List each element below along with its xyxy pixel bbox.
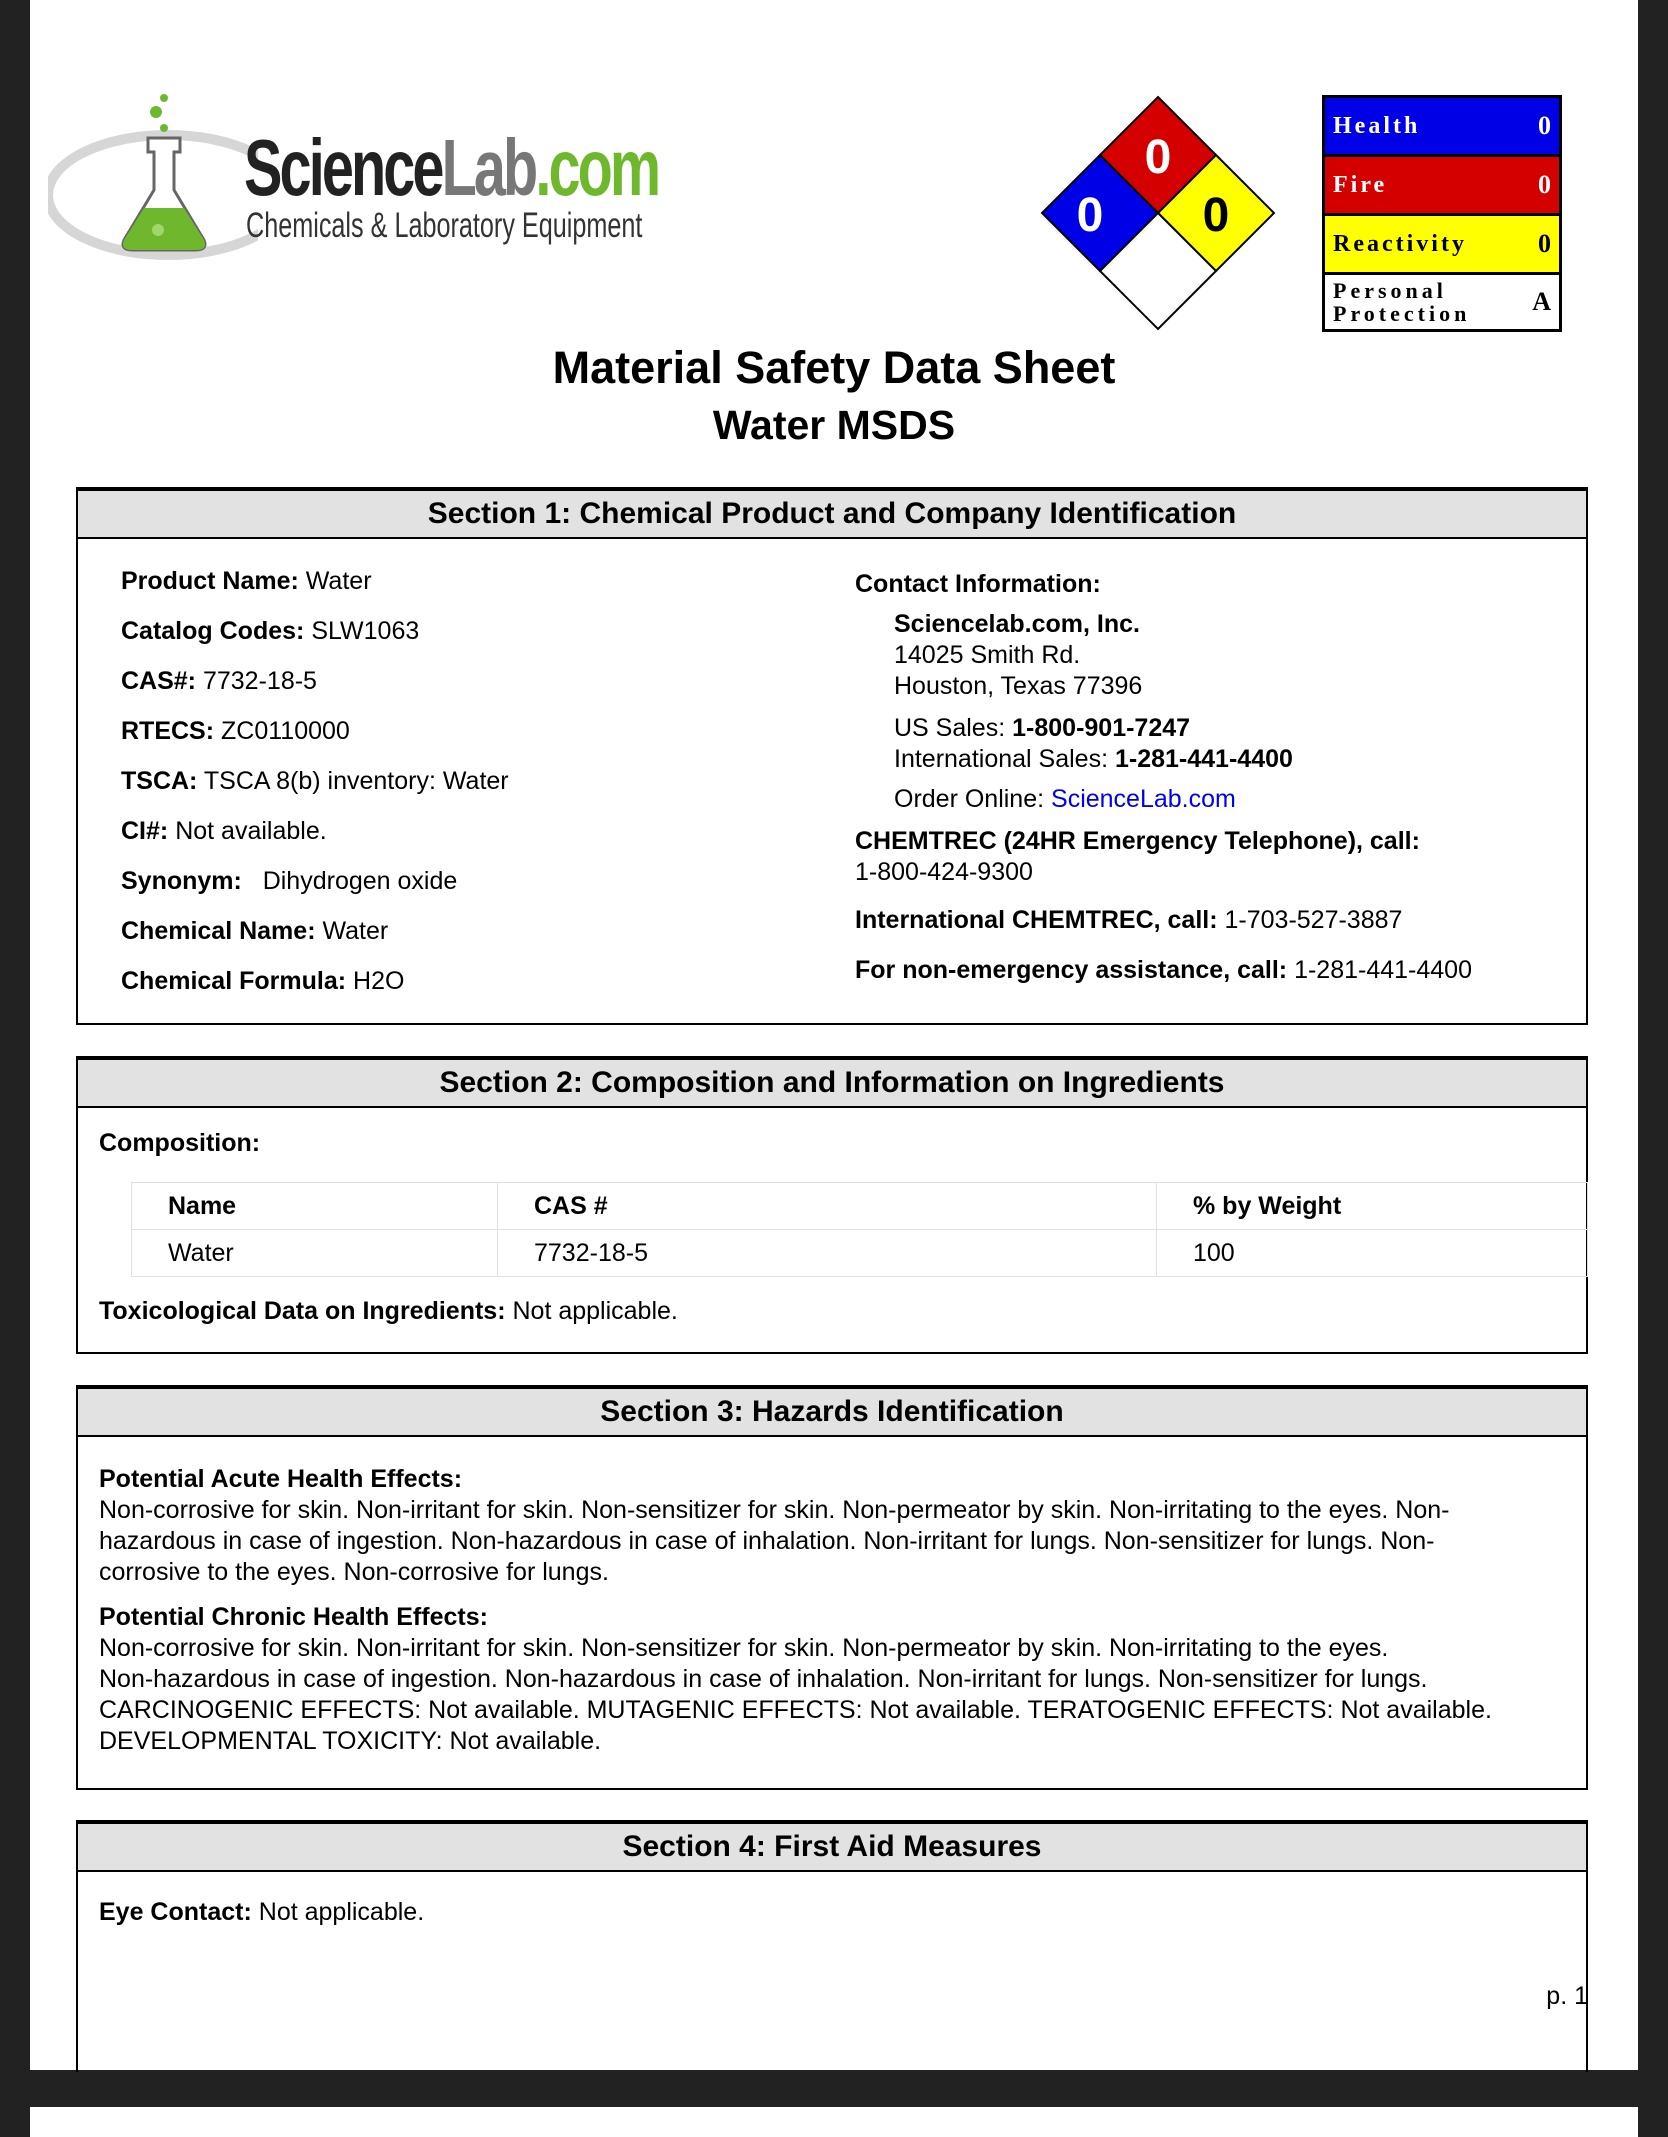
non-emergency-assistance: For non-emergency assistance, call: 1-281-441-4400: [855, 956, 1472, 984]
acute-effects-line: corrosive to the eyes. Non-corrosive for lungs.: [99, 1558, 609, 1586]
hazard-value: A: [1532, 287, 1551, 316]
section-1-heading: Section 1: Chemical Product and Company Identification: [78, 491, 1586, 539]
international-chemtrec: International CHEMTREC, call: 1-703-527-3887: [855, 906, 1403, 934]
hazard-label: Fire: [1333, 171, 1388, 198]
section-4: [76, 1820, 1588, 2072]
sciencelab-link[interactable]: ScienceLab.com: [1051, 785, 1236, 813]
flask-icon: [48, 90, 258, 265]
address-line-2: Houston, Texas 77396: [894, 672, 1143, 700]
nfpa-health-value: 0: [1076, 189, 1104, 242]
section-3-heading: Section 3: Hazards Identification: [78, 1389, 1586, 1437]
hazard-label: Reactivity: [1333, 230, 1467, 257]
hazard-row-reactivity: [1325, 213, 1559, 272]
address-line-1: 14025 Smith Rd.: [894, 641, 1081, 669]
nfpa-reactivity-value: 0: [1202, 189, 1230, 242]
document-title: Material Safety Data Sheet: [552, 342, 1116, 393]
table-cell: 7732-18-5: [498, 1230, 1157, 1277]
composition-table: [131, 1182, 1588, 1277]
logo-wordmark: ScienceLab.com: [244, 123, 659, 212]
hazard-value: 0: [1538, 229, 1551, 258]
hazard-label: Personal Protection: [1333, 278, 1471, 326]
product-field: Product Name: Water: [121, 567, 372, 595]
chronic-effects-line: Non-hazardous in case of ingestion. Non-hazardous in case of inhalation. Non-irritant for lungs. Non-sensitizer for lungs.: [99, 1665, 1428, 1693]
acute-effects-line: hazardous in case of ingestion. Non-hazardous in case of inhalation. Non-irritant for lungs. Non-sensitizer for lungs. Non-: [99, 1527, 1435, 1555]
contact-block: [855, 569, 1472, 986]
section-4-heading: Section 4: First Aid Measures: [78, 1824, 1586, 1872]
acute-effects-line: Non-corrosive for skin. Non-irritant for skin. Non-sensitizer for skin. Non-permeator by skin. Non-irritating to the eyes. Non-: [99, 1496, 1450, 1524]
chronic-effects-line: Non-corrosive for skin. Non-irritant for skin. Non-sensitizer for skin. Non-permeator by skin. Non-irritating to the eyes.: [99, 1634, 1389, 1662]
hazard-row-health: [1325, 98, 1559, 154]
next-page-edge: [30, 2107, 1638, 2137]
table-header-row: [132, 1183, 1588, 1230]
chemtrec-label: CHEMTREC (24HR Emergency Telephone), call:: [855, 827, 1420, 855]
sciencelab-logo: [48, 90, 659, 265]
chronic-effects-line: DEVELOPMENTAL TOXICITY: Not available.: [99, 1727, 602, 1755]
section-2-heading: Section 2: Composition and Information on Ingredients: [78, 1060, 1586, 1108]
product-field: Chemical Formula: H2O: [121, 967, 405, 995]
contact-label: Contact Information:: [855, 570, 1101, 598]
table-cell: 100: [1157, 1230, 1588, 1277]
product-field: Synonym: Dihydrogen oxide: [121, 867, 458, 895]
hazards-body: [99, 1464, 1492, 1757]
composition-label: Composition:: [99, 1129, 261, 1157]
table-cell: Water: [132, 1230, 498, 1277]
hazard-rating-box: [1322, 95, 1562, 332]
product-field: RTECS: ZC0110000: [121, 717, 350, 745]
toxicological-data: Toxicological Data on Ingredients: Not applicable.: [99, 1297, 678, 1325]
chronic-effects-line: CARCINOGENIC EFFECTS: Not available. MUTAGENIC EFFECTS: Not available. TERATOGENIC EFFECTS: Not available.: [99, 1696, 1492, 1724]
product-field: TSCA: TSCA 8(b) inventory: Water: [121, 767, 509, 795]
document-subtitle: Water MSDS: [712, 402, 956, 448]
company-name: Sciencelab.com, Inc.: [894, 610, 1140, 638]
chronic-effects-label: Potential Chronic Health Effects:: [99, 1603, 488, 1631]
us-sales: US Sales: 1-800-901-7247: [894, 714, 1191, 742]
chemtrec-phone: 1-800-424-9300: [855, 858, 1033, 886]
product-field: CAS#: 7732-18-5: [121, 667, 317, 695]
section-3: [76, 1385, 1588, 1790]
product-field: Catalog Codes: SLW1063: [121, 617, 420, 645]
hazard-value: 0: [1538, 111, 1551, 140]
table-header: Name: [132, 1183, 498, 1230]
nfpa-flammability-value: 0: [1144, 131, 1172, 184]
product-field: Chemical Name: Water: [121, 917, 389, 945]
hazard-value: 0: [1538, 170, 1551, 199]
table-row: [132, 1230, 1588, 1277]
hazard-row-fire: [1325, 154, 1559, 213]
table-header: % by Weight: [1157, 1183, 1588, 1230]
hazard-label: Health: [1333, 112, 1421, 139]
hazard-row-personal-protection: [1325, 272, 1559, 329]
nfpa-diamond: [1040, 95, 1276, 331]
product-field: CI#: Not available.: [121, 817, 327, 845]
table-header: CAS #: [498, 1183, 1157, 1230]
eye-contact: Eye Contact: Not applicable.: [99, 1898, 425, 1926]
section-2: [76, 1056, 1588, 1354]
logo-tagline: Chemicals & Laboratory Equipment: [246, 206, 643, 245]
international-sales: International Sales: 1-281-441-4400: [894, 745, 1293, 773]
section-1: [76, 487, 1588, 1025]
page-number: p. 1: [1546, 1982, 1588, 2010]
order-online: Order Online: ScienceLab.com: [894, 785, 1236, 813]
acute-effects-label: Potential Acute Health Effects:: [99, 1465, 463, 1493]
